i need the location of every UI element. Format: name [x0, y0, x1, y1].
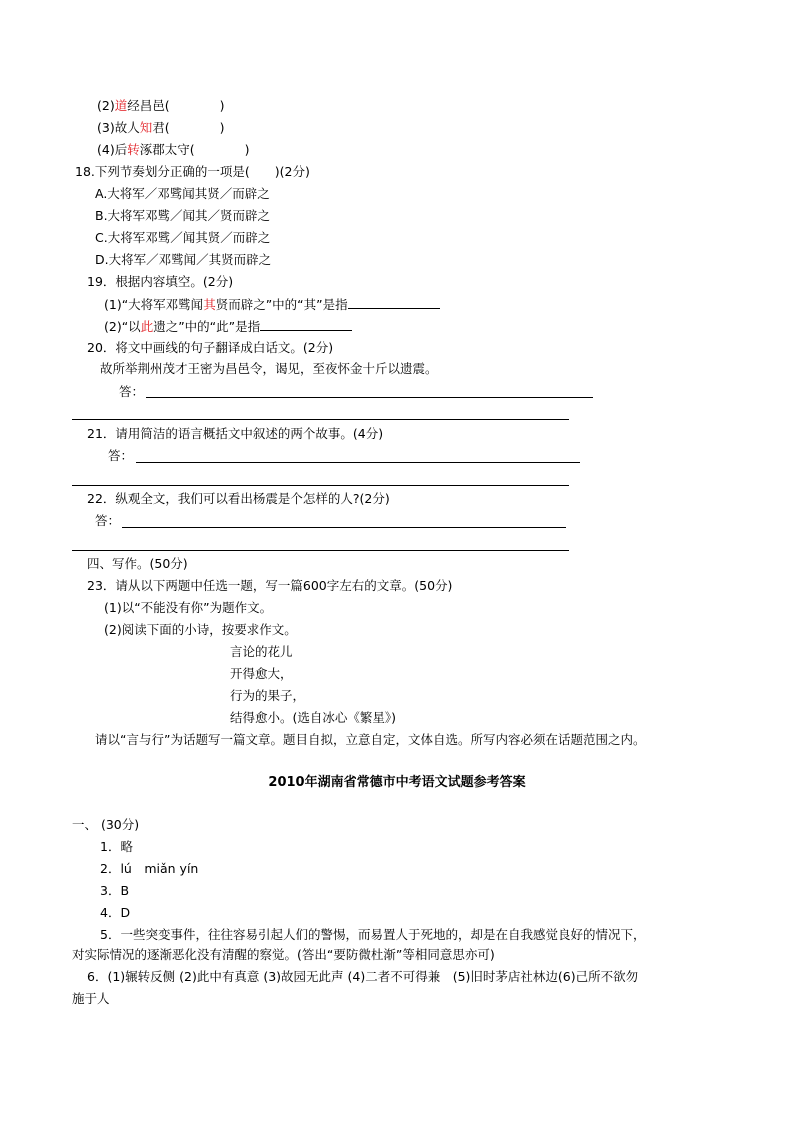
q22-answer-label: 答： — [95, 513, 121, 528]
q18-option-c: C.大将军邓骘／闻其贤／而辟之 — [95, 230, 271, 245]
poem-line-1: 言论的花儿 — [230, 644, 293, 659]
q18-option-b: B.大将军邓骘／闻其／贤而辟之 — [95, 208, 271, 223]
q23-option-1: (1)以“不能没有你”为题作文。 — [104, 600, 273, 615]
q21-answer-line-1[interactable] — [136, 462, 580, 463]
poem-line-4: 结得愈小。(选自冰心《繁星》) — [230, 710, 397, 725]
q17-item-3: (3)故人知君( ) — [97, 120, 225, 135]
answer-6-line-2: 施于人 — [72, 991, 110, 1006]
section4-heading: 四、写作。(50分) — [87, 556, 188, 571]
q22-answer-line-1[interactable] — [122, 527, 566, 528]
q22-stem: 22．纵观全文，我们可以看出杨震是个怎样的人?(2分) — [87, 491, 390, 506]
q23-stem: 23．请从以下两题中任选一题，写一篇600字左右的文章。(50分) — [87, 578, 453, 593]
q19-stem: 19．根据内容填空。(2分) — [87, 274, 234, 289]
q17-item-2: (2)道经昌邑( ) — [97, 98, 225, 113]
q19-blank-2[interactable] — [260, 318, 352, 331]
answer-5-line-2: 对实际情况的逐渐恶化没有清醒的察觉。(答出“要防微杜渐”等相同意思亦可) — [72, 947, 495, 962]
q20-answer-line-1[interactable] — [146, 397, 593, 398]
writing-instruction: 请以“言与行”为话题写一篇文章。题目自拟，立意自定，文体自选。所写内容必须在话题范围之内。 — [95, 732, 646, 747]
q18-stem: 18.下列节奏划分正确的一项是( )(2分) — [75, 164, 310, 179]
answers-title: 2010年湖南省常德市中考语文试题参考答案 — [268, 775, 526, 790]
q17-item-4: (4)后转涿郡太守( ) — [97, 142, 250, 157]
q21-stem: 21．请用简洁的语言概括文中叙述的两个故事。(4分) — [87, 426, 384, 441]
q18-option-d: D.大将军／邓骘闻／其贤而辟之 — [95, 252, 272, 267]
q20-answer-label: 答： — [119, 384, 145, 399]
answer-2: 2．lú miǎn yín — [100, 861, 199, 876]
q19-item-2: (2)“以此遗之”中的“此”是指 — [104, 318, 352, 335]
q20-stem: 20．将文中画线的句子翻译成白话文。(2分) — [87, 340, 334, 355]
poem-line-3: 行为的果子， — [230, 688, 306, 703]
answers-part-1: 一、 (30分) — [72, 817, 140, 832]
q20-sentence: 故所举荆州茂才王密为昌邑令，谒见，至夜怀金十斤以遗震。 — [100, 361, 438, 376]
q19-item-1: (1)“大将军邓骘闻其贤而辟之”中的“其”是指 — [104, 296, 440, 313]
q23-option-2: (2)阅读下面的小诗，按要求作文。 — [104, 622, 297, 637]
answer-5-line-1: 5．一些突变事件，往往容易引起人们的警惕，而易置人于死地的，却是在自我感觉良好的情况下， — [100, 927, 646, 942]
q18-option-a: A.大将军／邓骘闻其贤／而辟之 — [95, 186, 270, 201]
q22-answer-line-2[interactable] — [72, 550, 569, 551]
q20-answer-line-2[interactable] — [72, 419, 569, 420]
q19-blank-1[interactable] — [348, 296, 440, 309]
answer-4: 4．D — [100, 905, 131, 920]
q21-answer-line-2[interactable] — [72, 485, 569, 486]
answer-1: 1．略 — [100, 839, 133, 854]
answer-3: 3．B — [100, 883, 130, 898]
poem-line-2: 开得愈大， — [230, 666, 293, 681]
q21-answer-label: 答： — [108, 448, 134, 463]
answer-6-line-1: 6．(1)辗转反侧 (2)此中有真意 (3)故园无此声 (4)二者不可得兼 (5)旧时茅店社林边(6)己所不欲勿 — [87, 969, 639, 984]
